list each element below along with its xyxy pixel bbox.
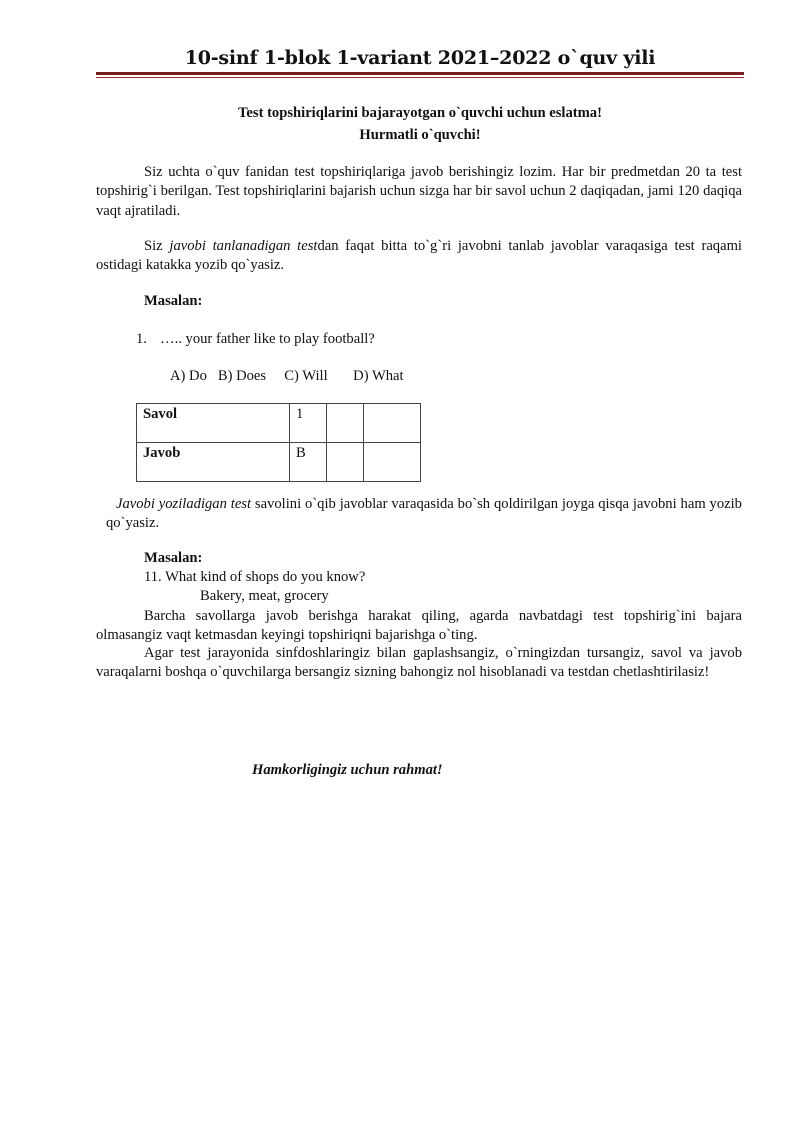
- table-row: [137, 404, 421, 443]
- table-cell-empty: [327, 404, 364, 443]
- table-cell-javob-value: B: [290, 443, 327, 482]
- example1-question-number: 1.: [136, 331, 147, 347]
- example1-question: ….. your father like to play football?: [160, 331, 375, 347]
- para2-prefix: Siz: [144, 238, 170, 254]
- table-row: [137, 443, 421, 482]
- table-cell-javob-label: Javob: [137, 443, 290, 482]
- table-cell-savol-label: Savol: [137, 404, 290, 443]
- instruction-paragraph-1: Siz uchta o`quv fanidan test topshiriqlariga javob berishingiz lozim. Har bir predmetdan 20 ta test topshirig`i berilgan. Test topshiriqlarini bajarish uchun sizga har bir savol uchun 2 daqiqadan, jami 120 daqiqa vaqt ajratiladi.: [96, 164, 742, 219]
- para2-italic: javobi tanlanadigan test: [169, 238, 318, 254]
- table-cell-empty: [364, 443, 421, 482]
- instruction-paragraph-4: Barcha savollarga javob berishga harakat qiling, agarda navbatdagi test topshirig`ini bajara olmasangiz vaqt ketmasdan keyingi topshiriqni bajarishga o`ting.: [96, 608, 742, 644]
- instruction-paragraph-3: [106, 495, 742, 534]
- example2-answer: Bakery, meat, grocery: [200, 588, 329, 604]
- example1-label: Masalan:: [144, 293, 203, 309]
- closing-text: Hamkorligingiz uchun rahmat!: [252, 762, 443, 778]
- instruction-paragraph-5: Agar test jarayonida sinfdoshlaringiz bilan gaplashsangiz, o`rningizdan tursangiz, savol va javob varaqalarni boshqa o`quvchilarga bersangiz sizning bahongiz nol hisoblanadi va testdan chetlashtirilasiz!: [96, 645, 742, 681]
- example1-options: A) Do B) Does C) Will D) What: [170, 368, 404, 384]
- para3-suffix: savolini o`qib javoblar varaqasida bo`sh qoldirilgan joyga qisqa javobni ham yozib qo`yasiz.: [106, 496, 742, 532]
- table-cell-empty: [364, 404, 421, 443]
- example2-question: 11. What kind of shops do you know?: [144, 569, 366, 585]
- table-cell-empty: [327, 443, 364, 482]
- notice-greeting: Hurmatli o`quvchi!: [359, 127, 481, 143]
- notice-heading: Test topshiriqlarini bajarayotgan o`quvchi uchun eslatma!: [238, 105, 602, 121]
- para2-suffix: dan faqat bitta to`g`ri javobni tanlab javoblar varaqasiga test raqami ostidagi katakka yozib qo`yasiz.: [96, 238, 742, 274]
- page-title: 10-sinf 1-blok 1-variant 2021–2022 o`quv yili: [184, 47, 656, 69]
- header-rule-thick: [96, 72, 744, 75]
- header-rule-thin: [96, 77, 744, 78]
- instruction-paragraph-2: [96, 237, 742, 276]
- example2-label: Masalan:: [144, 550, 203, 566]
- table-cell-savol-value: 1: [290, 404, 327, 443]
- para3-italic: Javobi yoziladigan test: [116, 496, 252, 512]
- answer-table: [136, 403, 421, 482]
